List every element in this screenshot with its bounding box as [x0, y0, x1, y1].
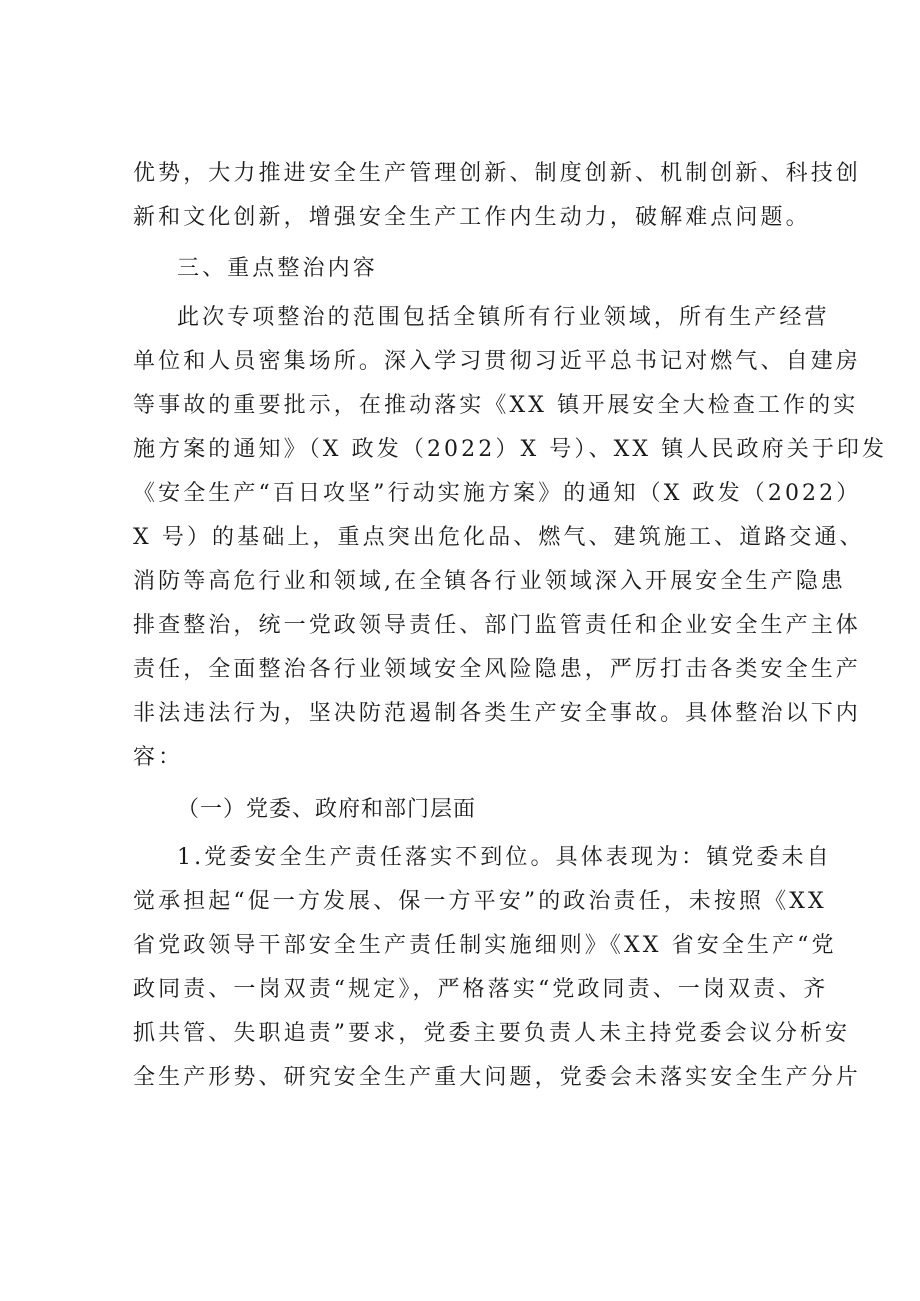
paragraph-first-line: 此次专项整治的范围包括全镇所有行业领域，所有生产经营 [177, 305, 830, 330]
body-text-line: 消防等高危行业和领域,在全镇各行业领域深入开展安全生产隐患 [133, 569, 846, 594]
body-text-line: 《安全生产“百日攻坚”行动实施方案》的通知（X 政发（2022） [133, 481, 862, 506]
body-text-line: 施方案的通知》（X 政发（2022）X 号）、XX 镇人民政府关于印发 [133, 437, 888, 462]
body-text-line: 非法违法行为，坚决防范遏制各类生产安全事故。具体整治以下内 [133, 701, 861, 726]
body-text-line: 单位和人员密集场所。深入学习贯彻习近平总书记对燃气、自建房 [133, 349, 861, 374]
body-text-line: 容： [133, 745, 184, 770]
body-text-line: 抓共管、失职追责”要求，党委主要负责人未主持党委会议分析安 [133, 1021, 851, 1046]
body-text-line: 排查整治，统一党政领导责任、部门监管责任和企业安全生产主体 [133, 613, 861, 638]
body-text-line: 省党政领导干部安全生产责任制实施细则》《XX 省安全生产“党 [133, 933, 837, 958]
body-text-line: 等事故的重要批示，在推动落实《XX 镇开展安全大检查工作的实 [133, 393, 859, 418]
body-text-line: 全生产形势、研究安全生产重大问题，党委会未落实安全生产分片 [133, 1065, 861, 1090]
body-text-line: 优势，大力推进安全生产管理创新、制度创新、机制创新、科技创 [133, 161, 861, 186]
body-text-line: X 号）的基础上，重点突出危化品、燃气、建筑施工、道路交通、 [133, 525, 865, 550]
body-text-line: 政同责、一岗双责“规定》，严格落实“党政同责、一岗双责、齐 [133, 977, 829, 1002]
subsection-heading: （一）党委、政府和部门层面 [177, 797, 477, 822]
body-text-line: 责任，全面整治各行业领域安全风险隐患，严厉打击各类安全生产 [133, 657, 861, 682]
paragraph-first-line: 1.党委安全生产责任落实不到位。具体表现为：镇党委未自 [177, 845, 832, 870]
body-text-line: 觉承担起“促一方发展、保一方平安”的政治责任，未按照《XX [133, 889, 827, 914]
body-text-line: 新和文化创新，增强安全生产工作内生动力，破解难点问题。 [133, 205, 811, 230]
section-heading: 三、重点整治内容 [177, 256, 378, 281]
